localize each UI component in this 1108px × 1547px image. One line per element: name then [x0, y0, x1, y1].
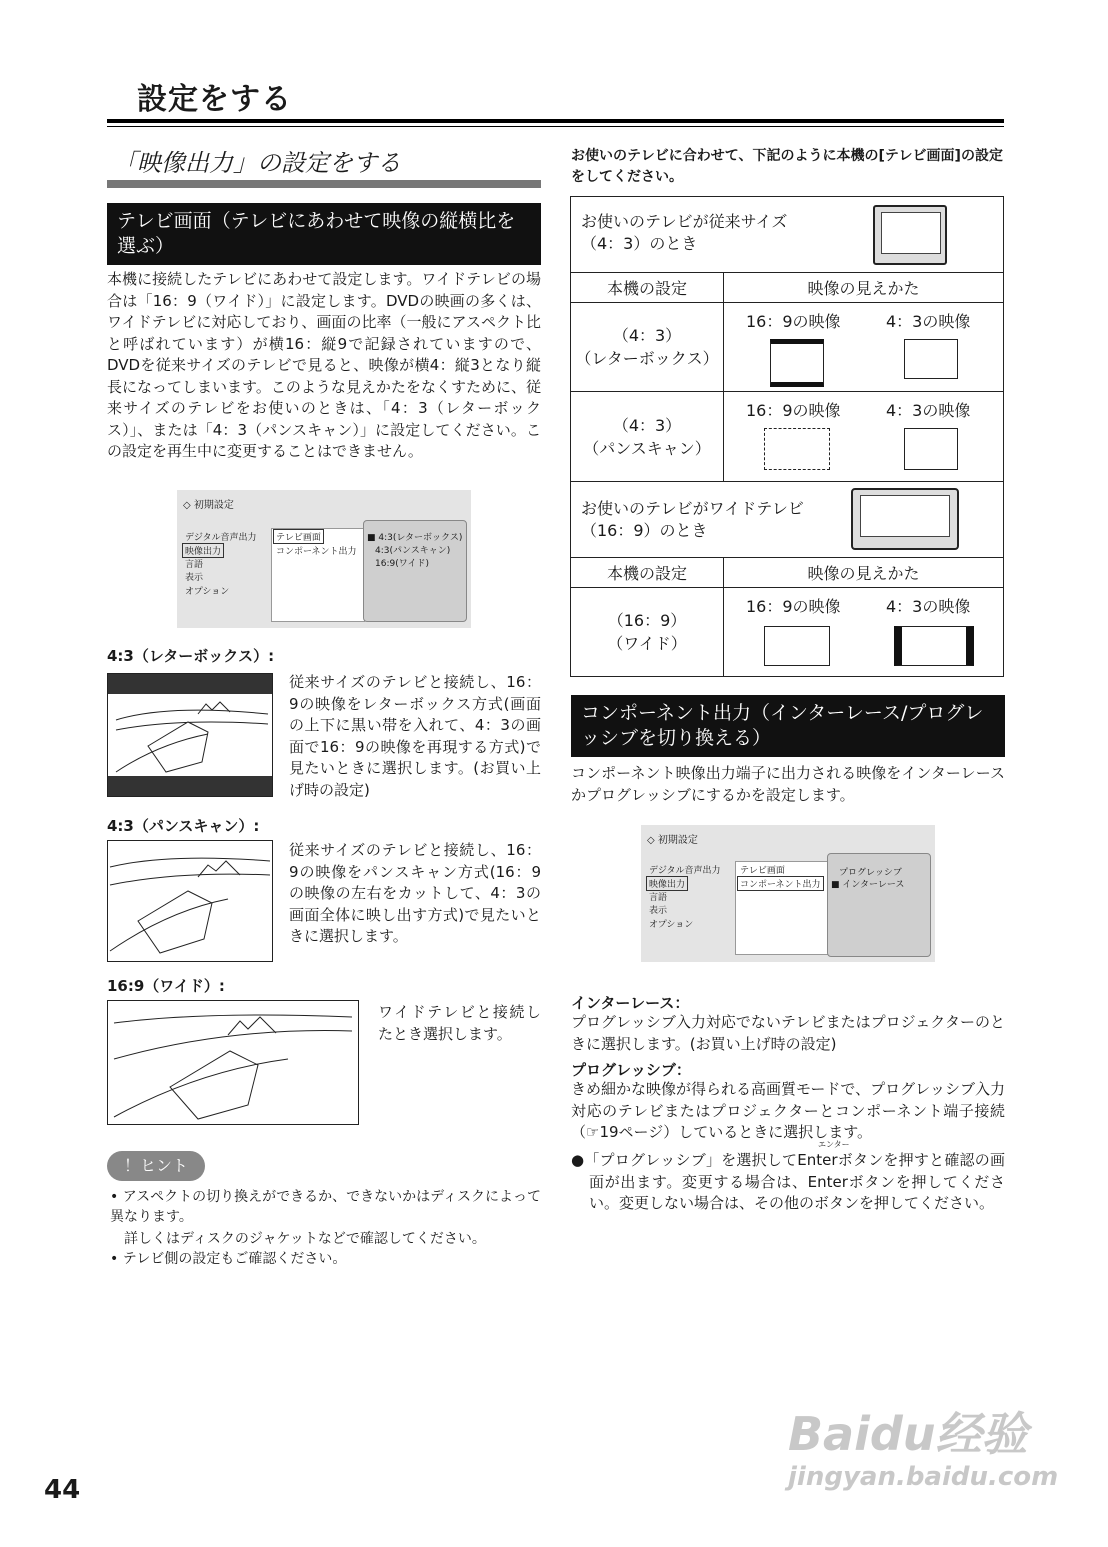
menu-right-item: ■ インターレース [831, 880, 905, 890]
menu-middle-item-selected: テレビ画面 [273, 529, 324, 544]
menu-left-item-selected: 映像出力 [182, 543, 224, 558]
tv-169-icon [851, 488, 959, 550]
menu-left-item: オプション [649, 920, 694, 930]
col-view-header: 映像の見えかた [724, 273, 1004, 303]
hint-bullet-1b: 詳しくはディスクのジャケットなどで確認してください。 [124, 1231, 486, 1247]
interlace-desc: プログレッシブ入力対応でないテレビまたはプロジェクターのときに選択します。(お買い上げ時の設定) [571, 1013, 1005, 1053]
hint-badge: ！ヒント [107, 1151, 205, 1181]
menu-left-item: 言語 [649, 893, 668, 903]
menu-header: ◇ 初期設定 [183, 500, 234, 511]
panscan-desc: 従来サイズのテレビと接続し、16：9の映像をパンスキャン方式(16：9の映像の左右をカットして、4：3の画面全体に映し出す方式)で見たいときに選択します。 [289, 841, 541, 945]
page-number: 44 [44, 1475, 81, 1505]
baidu-watermark-url: jingyan.baidu.com [788, 1462, 1059, 1492]
panscan-illustration [107, 840, 273, 962]
menu-right-item: 16:9(ワイド) [375, 559, 429, 569]
disc-icon: ◇ [647, 835, 655, 846]
col-setting-header: 本機の設定 [571, 273, 724, 303]
tv-43-cell [571, 197, 1004, 273]
header-rule [107, 119, 1004, 123]
baidu-watermark-logo: Baidu经验 [788, 1407, 1028, 1461]
menu-header: ◇ 初期設定 [647, 835, 698, 846]
setting-wide: （16：9） （ワイド） [571, 588, 724, 677]
view-letterbox: 16：9の映像 4：3の映像 [724, 303, 1004, 392]
panscan-169-image [764, 428, 830, 470]
component-menu-screenshot [641, 825, 935, 962]
settings-menu-screenshot [177, 490, 471, 628]
tv-screen-body: 本機に接続したテレビにあわせて設定します。ワイドテレビの場合は「16：9（ワイド）」に設定します。DVDの映画の多くは、ワイドテレビに対応しており、画面の比率（一般にアスペクト比と呼ばれています）が横16：縦9で記録されていますので、DVDを従来サイズのテレビで見ると、映像が横4：縦3となり縦長になってしまいます。このような見えかたをなくすために、従来サイズのテレビをお使いのときは、「4：3（レターボックス）」、または「4：3（パンスキャン）」に設定してください。この設定を再生中に変更することはできません。 [107, 270, 541, 460]
menu-middle-item: テレビ画面 [740, 866, 785, 876]
panscan-label: 4:3（パンスキャン）: [107, 817, 260, 835]
tv-43-icon [873, 205, 947, 265]
menu-middle-item-selected: コンポーネント出力 [737, 876, 824, 891]
wide-169-image [764, 626, 830, 666]
col-setting-header-2: 本機の設定 [571, 558, 724, 588]
col-view-header-2: 映像の見えかた [724, 558, 1004, 588]
letterbox-43-image [904, 339, 958, 379]
view-panscan: 16：9の映像 4：3の映像 [724, 392, 1004, 482]
wide-43-image [894, 626, 974, 666]
menu-middle-item: コンポーネント出力 [276, 547, 357, 557]
menu-right-item: 4:3(パンスキャン) [375, 546, 451, 556]
view-wide: 16：9の映像 4：3の映像 [724, 588, 1004, 677]
progressive-note: ●「プログレッシブ」を選択してEnterボタンを押すと確認の画面が出ます。変更する場合は、Enterボタンを押してください。変更しない場合は、その他のボタンを押してください。 [571, 1151, 1005, 1212]
setting-letterbox: （4：3） （レターボックス） [571, 303, 724, 392]
aspect-comparison-table [570, 196, 1004, 677]
panscan-43-image [904, 428, 958, 470]
progressive-label: プログレッシブ： [571, 1061, 691, 1079]
component-heading: コンポーネント出力（インターレース/プログレッシブを切り換える） [571, 695, 1005, 757]
wide-illustration [107, 1000, 359, 1125]
progressive-desc: きめ細かな映像が得られる高画質モードで、プログレッシブ入力対応のテレビまたはプロジェクターとコンポーネント端子接続（☞19ページ）しているときに選択します。 [571, 1080, 1005, 1141]
section-divider [107, 180, 541, 188]
letterbox-label: 4:3（レターボックス）: [107, 647, 275, 665]
menu-left-item: 表示 [649, 906, 668, 916]
hint-bullet-1: • アスペクトの切り換えができるか、できないかはディスクによって異なります。 [110, 1189, 542, 1225]
menu-right-item: ■ 4:3(レターボックス) [367, 533, 463, 543]
menu-left-item: デジタル音声出力 [185, 533, 257, 543]
tv-43-text: お使いのテレビが従来サイズ（4：3）のとき [581, 212, 788, 253]
wide-label: 16:9（ワイド）: [107, 977, 225, 995]
disc-icon: ◇ [183, 500, 191, 511]
interlace-label: インターレース： [571, 994, 690, 1012]
menu-left-item: 言語 [185, 560, 204, 570]
wide-desc: ワイドテレビと接続したとき選択します。 [378, 1003, 541, 1043]
letterbox-169-image [770, 339, 824, 387]
menu-left-item: デジタル音声出力 [649, 866, 721, 876]
menu-right-item: プログレッシブ [839, 868, 902, 878]
hint-bullet-2: • テレビ側の設定もご確認ください。 [110, 1251, 347, 1267]
letterbox-illustration [107, 673, 273, 797]
tv-screen-heading: テレビ画面（テレビにあわせて映像の縦横比を選ぶ） [107, 203, 541, 265]
page-title: 設定をする [137, 82, 292, 117]
section-title: 「映像出力」の設定をする [113, 149, 401, 177]
menu-left-item: オプション [185, 587, 230, 597]
right-intro: お使いのテレビに合わせて、下記のように本機の[テレビ画面]の設定をしてください。 [571, 148, 1003, 185]
header-rule-thin [107, 126, 1004, 127]
menu-left-item-selected: 映像出力 [646, 876, 688, 891]
enter-ruby: エンター [818, 1140, 850, 1149]
letterbox-desc: 従来サイズのテレビと接続し、16：9の映像をレターボックス方式(画面の上下に黒い帯を入れて、4：3の画面で16：9の映像を再現する方式)で見たいときに選択します。(お買い上げ時の設定) [289, 673, 541, 799]
menu-left-item: 表示 [185, 573, 204, 583]
tv-169-text: お使いのテレビがワイドテレビ（16：9）のとき [581, 499, 804, 540]
setting-panscan: （4：3） （パンスキャン） [571, 392, 724, 482]
component-body: コンポーネント映像出力端子に出力される映像をインターレースかプログレッシブにするかを設定します。 [571, 764, 1005, 804]
tv-169-cell [571, 482, 1004, 558]
